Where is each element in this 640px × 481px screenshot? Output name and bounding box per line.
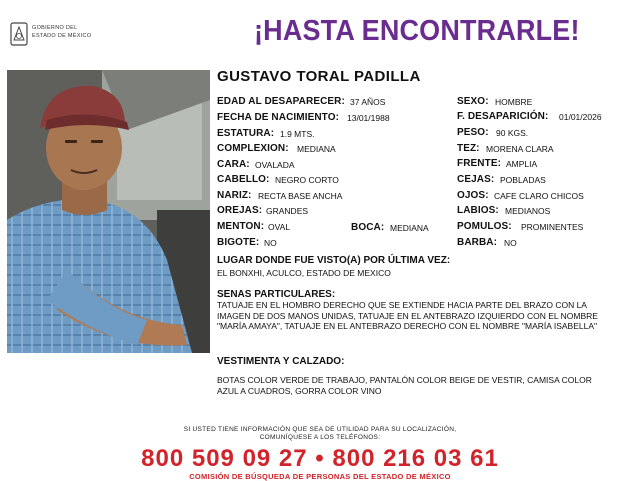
- footer-note: [0, 426, 640, 442]
- commission-name: COMISIÓN DE BÚSQUEDA DE PERSONAS DEL ESTADO DE MÉXICO: [189, 472, 451, 481]
- dob-label: FECHA DE NACIMIENTO:: [217, 112, 339, 123]
- beard-value: NO: [504, 238, 517, 248]
- government-logo: [10, 22, 120, 48]
- eyebrows-label: CEJAS:: [457, 174, 495, 185]
- logo-text-line1: GOBIERNO DEL: [32, 25, 78, 31]
- mouth-value: MEDIANA: [390, 223, 429, 233]
- face-label: CARA:: [217, 159, 250, 170]
- dob-value: 13/01/1988: [347, 113, 390, 123]
- person-name: GUSTAVO TORAL PADILLA: [217, 68, 421, 85]
- mustache-value: NO: [264, 238, 277, 248]
- lips-value: MEDIANOS: [505, 206, 551, 216]
- ears-value: GRANDES: [266, 206, 309, 216]
- phone-number-2[interactable]: 800 216 03 61: [332, 445, 499, 472]
- forehead-value: AMPLIA: [506, 159, 538, 169]
- disappearance-label: F. DESAPARICIÓN:: [457, 111, 549, 122]
- footer-note-line2: COMUNÍQUESE A LOS TELÉFONOS:: [259, 434, 381, 441]
- weight-value: 90 KGS.: [496, 128, 529, 138]
- sex-label: SEXO:: [457, 96, 489, 107]
- eyebrows-value: POBLADAS: [500, 175, 546, 185]
- chin-label: MENTON:: [217, 221, 265, 232]
- build-label: COMPLEXION:: [217, 143, 289, 154]
- last-seen-value: EL BONXHI, ACULCO, ESTADO DE MEXICO: [217, 268, 391, 278]
- lips-label: LABIOS:: [457, 205, 499, 216]
- ears-label: OREJAS:: [217, 205, 263, 216]
- disappearance-value: 01/01/2026: [559, 112, 602, 122]
- sex-value: HOMBRE: [495, 97, 533, 107]
- cheekbones-value: PROMINENTES: [521, 222, 584, 232]
- age-value: 37 AÑOS: [350, 97, 386, 107]
- age-label: EDAD AL DESAPARECER:: [217, 96, 345, 107]
- nose-value: RECTA BASE ANCHA: [258, 191, 343, 201]
- beard-label: BARBA:: [457, 237, 498, 248]
- forehead-label: FRENTE:: [457, 158, 502, 169]
- face-value: OVALADA: [255, 160, 295, 170]
- phone-separator: •: [315, 445, 325, 472]
- clothing-label: VESTIMENTA Y CALZADO:: [217, 356, 345, 367]
- last-seen-label: LUGAR DONDE FUE VISTO(A) POR ÚLTIMA VEZ:: [217, 255, 451, 266]
- mustache-label: BIGOTE:: [217, 237, 260, 248]
- weight-label: PESO:: [457, 127, 489, 138]
- clothing-text: BOTAS COLOR VERDE DE TRABAJO, PANTALÓN COLOR BEIGE DE VESTIR, CAMISA COLOR AZUL A CUADROS, GORRA COLOR VINO: [217, 375, 592, 396]
- logo-text-line2: ESTADO DE MÉXICO: [32, 33, 92, 39]
- mouth-label: BOCA:: [351, 222, 385, 233]
- headline: ¡HASTA ENCONTRARLE!: [254, 15, 580, 47]
- height-value: 1.9 MTS.: [280, 129, 315, 139]
- state-seal-icon: [10, 22, 28, 46]
- eyes-value: CAFE CLARO CHICOS: [494, 191, 584, 201]
- cheekbones-label: POMULOS:: [457, 221, 512, 232]
- nose-label: NARIZ:: [217, 190, 252, 201]
- eyes-label: OJOS:: [457, 190, 489, 201]
- chin-value: OVAL: [268, 222, 291, 232]
- hair-value: NEGRO CORTO: [275, 175, 339, 185]
- skin-label: TEZ:: [457, 143, 480, 154]
- footer-note-line1: SI USTED TIENE INFORMACIÓN QUE SEA DE UTILIDAD PARA SU LOCALIZACIÓN,: [183, 426, 457, 433]
- height-label: ESTATURA:: [217, 128, 275, 139]
- hair-label: CABELLO:: [217, 174, 270, 185]
- phone-numbers: [0, 445, 640, 473]
- missing-person-photo: [7, 70, 210, 353]
- build-value: MEDIANA: [297, 144, 336, 154]
- distinctive-marks-text: TATUAJE EN EL HOMBRO DERECHO QUE SE EXTIENDE HACIA PARTE DEL BRAZO CON LA IMAGEN DE DOS MANOS UNIDAS, TATUAJE EN EL ANTEBRAZO IZQUIERDO CON EL NOMBRE "MARÍA AMAYA", TATUAJE EN EL ANTEBRAZO DERECHO CON EL NOMBRE "MARÍA ISABELLA": [217, 300, 598, 331]
- distinctive-marks-label: SENAS PARTICULARES:: [217, 289, 336, 300]
- skin-value: MORENA CLARA: [486, 144, 554, 154]
- phone-number-1[interactable]: 800 509 09 27: [141, 445, 308, 472]
